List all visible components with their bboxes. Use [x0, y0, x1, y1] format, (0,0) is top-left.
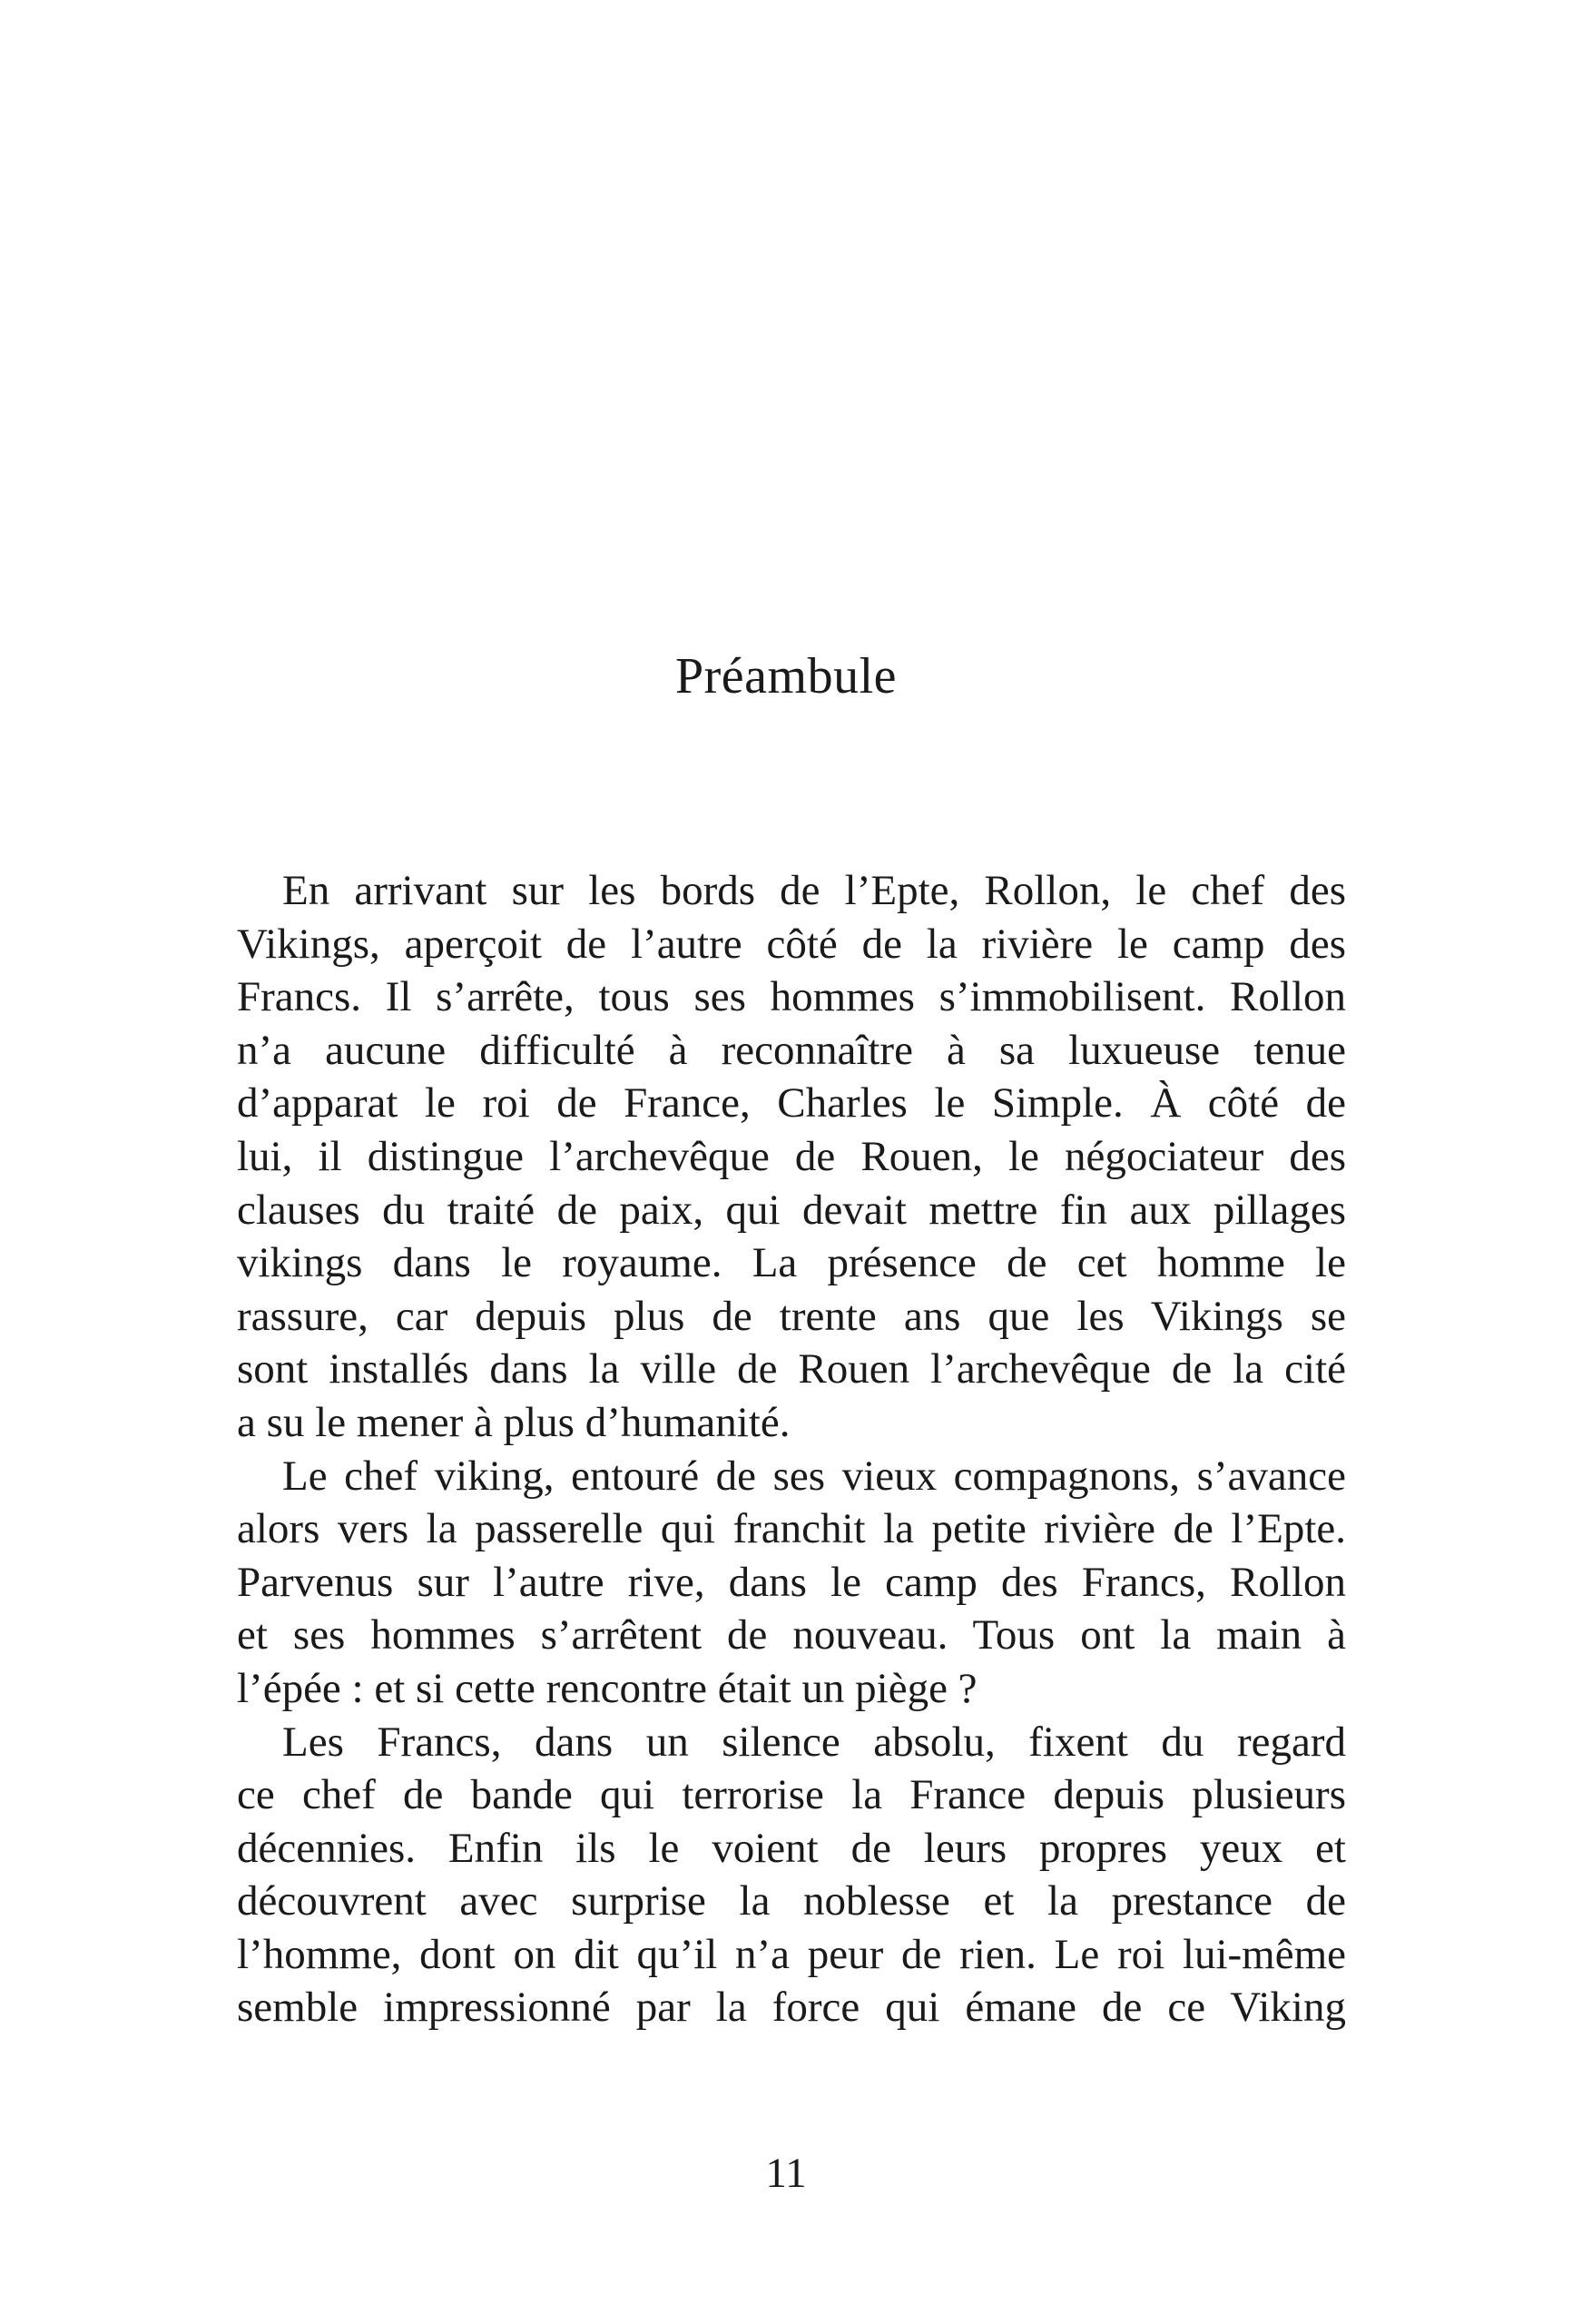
text-line: décennies. Enfin ils le voient de leurs propres yeux et: [237, 1824, 1346, 1872]
text-line: sont installés dans la ville de Rouen l’archevêque de la cité: [237, 1345, 1346, 1393]
text-line: et ses hommes s’arrêtent de nouveau. Tous ont la main à: [237, 1611, 1346, 1659]
text-line: Parvenus sur l’autre rive, dans le camp des Francs, Rollon: [237, 1558, 1346, 1606]
text-line: Les Francs, dans un silence absolu, fixent du regard: [282, 1718, 1346, 1766]
text-line: l’épée : et si cette rencontre était un piège ?: [237, 1664, 978, 1712]
chapter-title: Préambule: [675, 648, 897, 704]
text-line: alors vers la passerelle qui franchit la petite rivière de l’Epte.: [237, 1505, 1346, 1553]
body-text: [237, 864, 1346, 2034]
text-line: découvrent avec surprise la noblesse et la prestance de: [237, 1877, 1346, 1925]
text-line: l’homme, dont on dit qu’il n’a peur de rien. Le roi lui-même: [237, 1930, 1346, 1978]
paragraph-2: [237, 1450, 1346, 1716]
text-line: lui, il distingue l’archevêque de Rouen, le négociateur des: [237, 1132, 1346, 1180]
paragraph-1: [237, 864, 1346, 1450]
text-line: Vikings, aperçoit de l’autre côté de la rivière le camp des: [237, 920, 1346, 968]
text-line: Le chef viking, entouré de ses vieux compagnons, s’avance: [282, 1452, 1346, 1500]
text-line: En arrivant sur les bords de l’Epte, Rollon, le chef des: [282, 867, 1346, 914]
text-line: rassure, car depuis plus de trente ans que les Vikings se: [237, 1292, 1346, 1340]
text-line: clauses du traité de paix, qui devait mettre fin aux pillages: [237, 1186, 1346, 1234]
text-line: semble impressionné par la force qui émane de ce Viking: [237, 1984, 1346, 2032]
paragraph-3: [237, 1716, 1346, 2035]
text-line: a su le mener à plus d’humanité.: [237, 1398, 791, 1446]
text-line: Francs. Il s’arrête, tous ses hommes s’immobilisent. Rollon: [237, 973, 1346, 1021]
text-line: n’a aucune difficulté à reconnaître à sa luxueuse tenue: [237, 1026, 1346, 1074]
text-line: ce chef de bande qui terrorise la France depuis plusieurs: [237, 1771, 1346, 1819]
page-number: 11: [765, 2150, 807, 2197]
text-line: d’apparat le roi de France, Charles le Simple. À côté de: [237, 1079, 1346, 1128]
text-line: vikings dans le royaume. La présence de cet homme le: [237, 1239, 1346, 1287]
